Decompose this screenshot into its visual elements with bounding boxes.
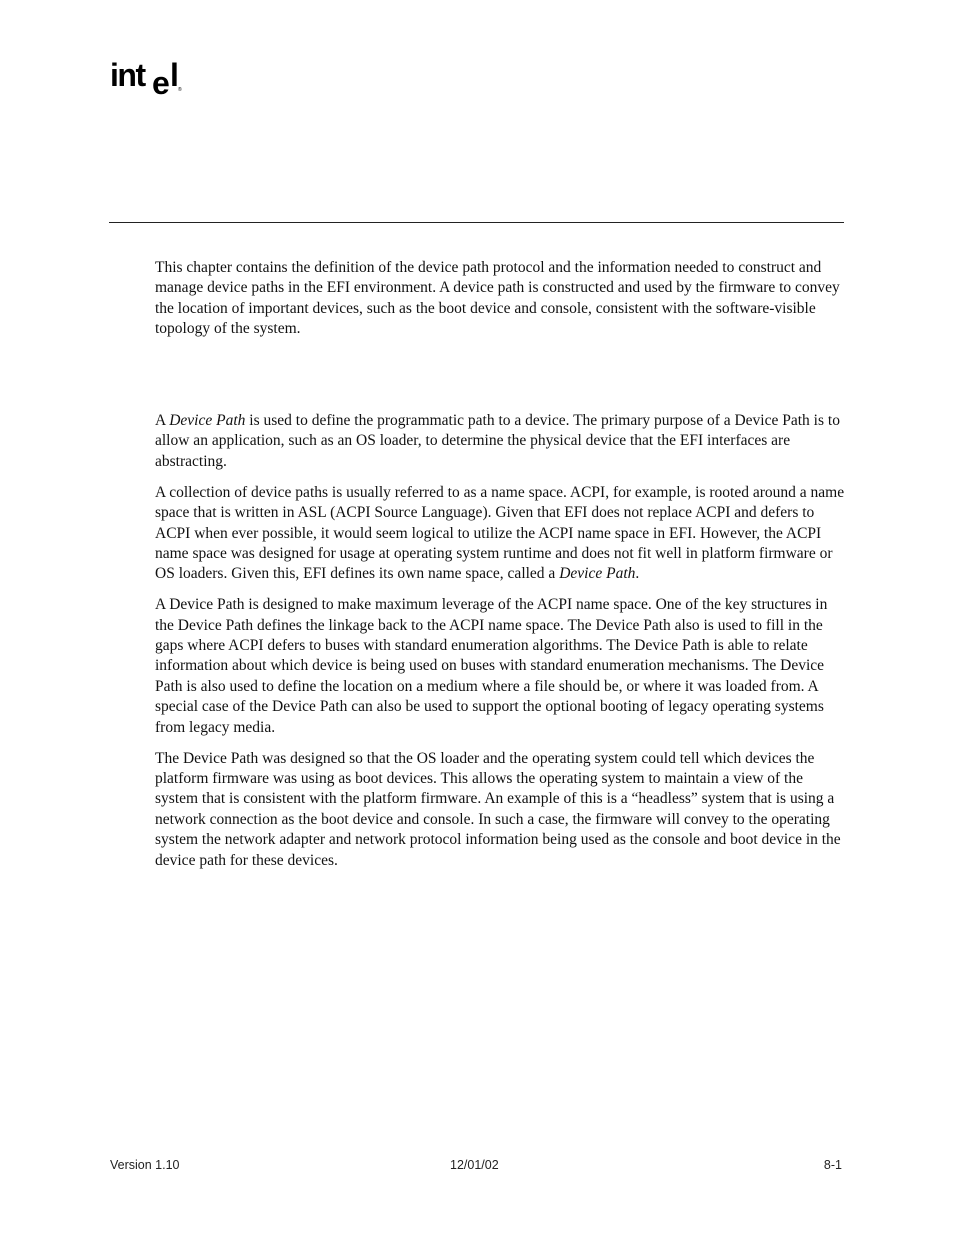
svg-text:l: l xyxy=(170,58,179,93)
p1-term: Device Path xyxy=(169,412,246,429)
intel-logo xyxy=(110,58,190,106)
section-paragraph-2 xyxy=(155,483,845,585)
footer-version: Version 1.10 xyxy=(110,1158,180,1172)
chapter-intro xyxy=(155,258,845,350)
svg-text:int: int xyxy=(110,58,145,93)
p2-text: A collection of device paths is usually referred to as a name space. ACPI, for example, is rooted around a name space that is written in ASL (ACPI Source Language). Given that EFI does not replace ACPI and defers to ACPI when ever possible, it would seem logical to utilize the ACPI name space in EFI. However, the ACPI name space was designed for usage at operating system runtime and does not fit well in platform firmware or OS loaders. Given this, EFI defines its own name space, called a xyxy=(155,483,845,583)
section-paragraph-3: A Device Path is designed to make maximum leverage of the ACPI name space. One of the key structures in the Device Path defines the linkage back to the ACPI name space. The Device Path also is used to fill in the gaps where ACPI defers to buses with standard enumeration algorithms. The Device Path is able to relate information about which device is being used on buses with standard enumeration mechanisms. The Device Path is also used to define the location on a medium where a file should be, or where it was loaded from. A special case of the Device Path can also be used to support the optional booting of legacy operating systems from legacy media. xyxy=(155,596,828,736)
footer-date: 12/01/02 xyxy=(450,1158,499,1172)
p2-term: Device Path xyxy=(559,565,636,583)
section-paragraph-4: The Device Path was designed so that the OS loader and the operating system could tell which devices the platform firmware was using as boot devices. This allows the operating system to maintain a view of the system that is consistent with the platform firmware. An example of this is a “headless” system that is using a network connection as the boot device and console. In such a case, the firmware will convey to the operating system the network adapter and network protocol information being used as the console and boot device in the device path for these devices. xyxy=(155,749,841,869)
header-rule xyxy=(109,222,844,223)
intro-paragraph: This chapter contains the definition of the device path protocol and the information needed to construct and manage device paths in the EFI environment. A device path is constructed and used by the firmware to convey the location of important devices, such as the boot device and console, consistent with the software-visible topology of the system. xyxy=(155,259,840,338)
p1-suffix: is used to define the programmatic path to a device. The primary purpose of a Device Path is to allow an application, such as an OS loader, to determine the physical device that the EFI interfaces are abstracting. xyxy=(155,412,840,470)
chapter-section xyxy=(155,411,845,882)
section-paragraph-1 xyxy=(155,411,845,472)
p2-end: . xyxy=(635,565,640,583)
p1-prefix: A xyxy=(155,412,170,429)
footer-page-number: 8-1 xyxy=(823,1158,842,1172)
svg-text:e: e xyxy=(152,65,170,101)
intel-logo-mark xyxy=(110,58,190,106)
svg-text:®: ® xyxy=(178,87,182,93)
